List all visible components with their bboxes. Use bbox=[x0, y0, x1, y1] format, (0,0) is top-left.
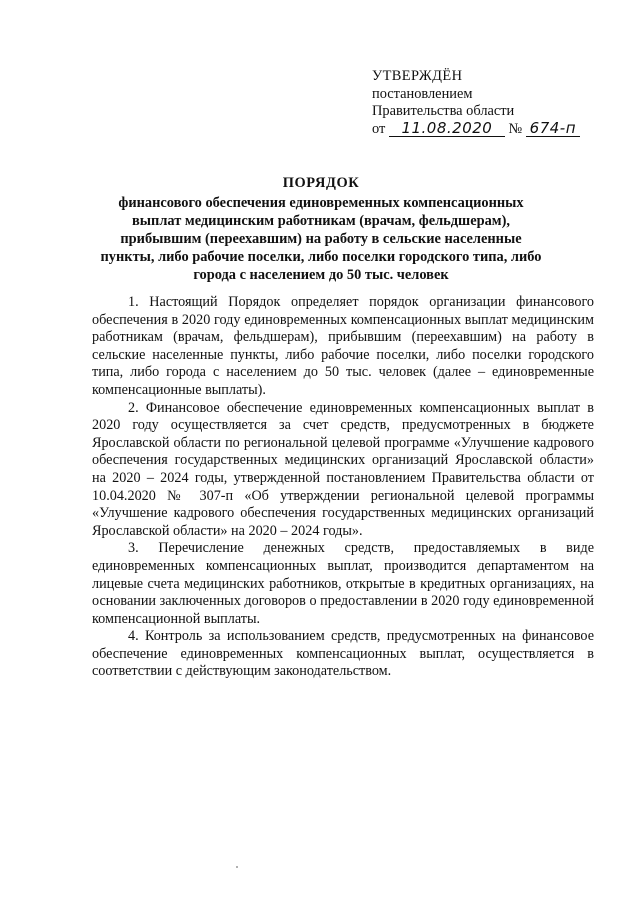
title-subtitle: финансового обеспечения единовременных компенсационных выплат медицинским работникам (врачам, фельдшерам), прибывшим (переехавшим) на работу в сельские населенные пункты, либо рабочие поселки, либо поселки городского типа, либо города с населением до 50 тыс. человек bbox=[100, 195, 542, 283]
approval-by-line2: Правительства области bbox=[372, 103, 515, 120]
title-main: ПОРЯДОК bbox=[282, 175, 360, 191]
document-body bbox=[92, 294, 594, 681]
paragraph-2: 2. Финансовое обеспечение единовременных компенсационных выплат в 2020 году осуществляется за счет средств, предусмотренных в бюджете Ярославской области по региональной целевой программе «Улучшение кадрового обеспечения государственных медицинских организаций Ярославской области» на 2020 – 2024 годы, утвержденной постановлением Правительства области от 10.04.2020 № 307-п «Об утверждении региональной целевой программы «Улучшение кадрового обеспечения государственных медицинских организаций Ярославской области» на 2020 – 2024 годы». bbox=[92, 399, 594, 539]
date-prefix: от bbox=[372, 120, 386, 137]
paragraph-3: 3. Перечисление денежных средств, предоставляемых в виде единовременных компенсационных выплат, производится департаментом на лицевые счета медицинских работников, открытые в кредитных организациях, на основании заключенных договоров о предоставлении в 2020 году единовременной компенсационной выплаты. bbox=[92, 540, 594, 627]
approval-stamp: УТВЕРЖДЁН bbox=[372, 68, 463, 84]
handwritten-date: 11.08.2020 bbox=[389, 121, 505, 137]
scan-speck bbox=[236, 866, 238, 868]
document-title bbox=[96, 174, 546, 284]
paragraph-4: 4. Контроль за использованием средств, предусмотренных на финансовое обеспечение единовременных компенсационных выплат, осуществляется в соответствии с действующим законодательством. bbox=[92, 628, 594, 680]
approval-date-line bbox=[372, 118, 622, 139]
paragraph-1: 1. Настоящий Порядок определяет порядок организации финансового обеспечения в 2020 году единовременных компенсационных выплат медицинским работникам (врачам, фельдшерам), прибывшим (переехавшим) на работу в сельские населенные пункты, либо рабочие поселки, либо поселки городского типа, либо города с населением до 50 тыс. человек (далее – единовременные компенсационные выплаты). bbox=[92, 294, 594, 398]
approval-by-line1: постановлением bbox=[372, 85, 473, 102]
number-prefix: № bbox=[508, 120, 523, 137]
approval-block bbox=[372, 68, 622, 138]
handwritten-number: 674-п bbox=[526, 121, 580, 137]
